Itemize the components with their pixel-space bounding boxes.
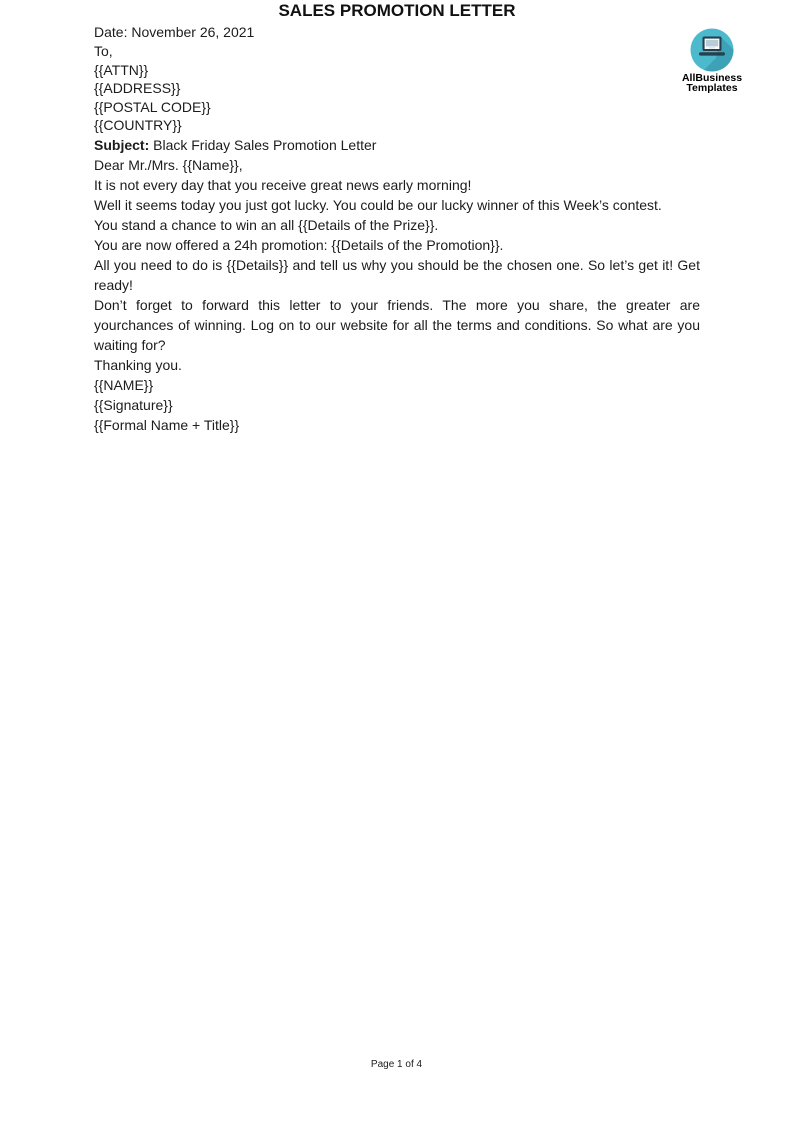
recipient-line-to: To, <box>94 43 113 59</box>
date-line: Date: November 26, 2021 <box>94 24 255 40</box>
recipient-line-country: {{COUNTRY}} <box>94 117 182 133</box>
subject-line <box>94 135 700 155</box>
brand-name-line2: Templates <box>686 82 738 94</box>
greeting-line: Dear Mr./Mrs. {{Name}}, <box>94 156 243 173</box>
body-paragraph: All you need to do is {{Details}} and tell us why you should be the chosen one. So let’s get it! Get ready! <box>94 256 700 293</box>
subject-label: Subject: <box>94 136 150 153</box>
body-paragraph: Don’t forget to forward this letter to your friends. The more you share, the greater are yourchances of winning. Log on to our website for all the terms and conditions. So what are you waiting for? <box>94 296 700 353</box>
signature-placeholder: {{Signature}} <box>94 396 173 413</box>
closing-line: Thanking you. <box>94 356 182 373</box>
page-number: Page 1 of 4 <box>370 1059 423 1070</box>
body-paragraph: Well it seems today you just got lucky. You could be our lucky winner of this Week’s contest. <box>94 196 662 213</box>
recipient-line-postal: {{POSTAL CODE}} <box>94 98 211 115</box>
brand-name-line1: AllBusiness <box>681 72 743 84</box>
signature-formal-placeholder: {{Formal Name + Title}} <box>94 416 240 433</box>
recipient-line-attn: {{ATTN}} <box>94 61 149 78</box>
body-paragraph: You stand a chance to win an all {{Details of the Prize}}. <box>94 216 439 233</box>
subject-text: Black Friday Sales Promotion Letter <box>149 136 377 153</box>
page-title: SALES PROMOTION LETTER <box>278 1 516 20</box>
recipient-block <box>94 42 700 135</box>
letter-content <box>94 0 700 435</box>
body-paragraph: You are now offered a 24h promotion: {{Details of the Promotion}}. <box>94 236 504 253</box>
body-paragraph: It is not every day that you receive great news early morning! <box>94 176 472 193</box>
recipient-line-address: {{ADDRESS}} <box>94 80 181 96</box>
signature-name-placeholder: {{NAME}} <box>94 376 154 393</box>
